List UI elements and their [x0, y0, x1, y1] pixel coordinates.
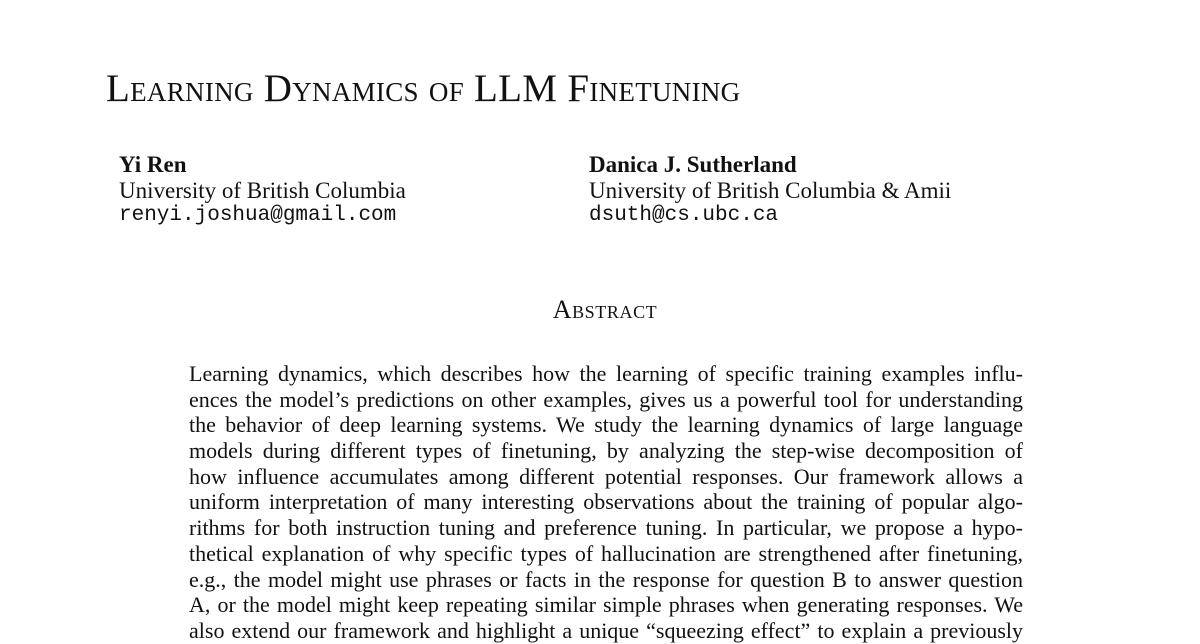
abstract-line: ences the model’s predictions on other examples, gives us a powerful tool for understanding: [189, 386, 1023, 412]
abstract-line: A, or the model might keep repeating similar simple phrases when generating responses. We: [189, 592, 1023, 618]
abstract-line: models during different types of finetuning, by analyzing the step-wise decomposition of: [189, 438, 1023, 464]
author-name: Yi Ren: [119, 152, 187, 177]
author-email: dsuth@cs.ubc.ca: [589, 204, 779, 227]
abstract-line: the behavior of deep learning systems. We study the learning dynamics of large language: [189, 412, 1023, 438]
abstract-line: Learning dynamics, which describes how the learning of specific training examples influ-: [189, 361, 1023, 386]
abstract-line: rithms for both instruction tuning and preference tuning. In particular, we propose a hypo-: [189, 515, 1023, 541]
author-block: [119, 152, 406, 229]
author-block: [589, 152, 951, 229]
paper-title: Learning Dynamics of LLM Finetuning: [106, 67, 741, 110]
author-name: Danica J. Sutherland: [589, 152, 797, 177]
author-affiliation: University of British Columbia & Amii: [589, 177, 952, 203]
author-affiliation: University of British Columbia: [119, 177, 406, 203]
abstract-body: [189, 361, 1023, 644]
abstract-heading: Abstract: [552, 295, 658, 324]
abstract-line: also extend our framework and highlight a unique “squeezing effect” to explain a previously: [189, 617, 1023, 643]
author-email: renyi.joshua@gmail.com: [119, 204, 397, 227]
abstract-line: e.g., the model might use phrases or facts in the response for question B to answer question: [189, 566, 1023, 592]
abstract-line: uniform interpretation of many interesting observations about the training of popular algo-: [189, 489, 1023, 515]
abstract-line: how influence accumulates among different potential responses. Our framework allows a: [189, 463, 1023, 489]
abstract-line: thetical explanation of why specific types of hallucination are strengthened after finetuning,: [189, 540, 1023, 566]
